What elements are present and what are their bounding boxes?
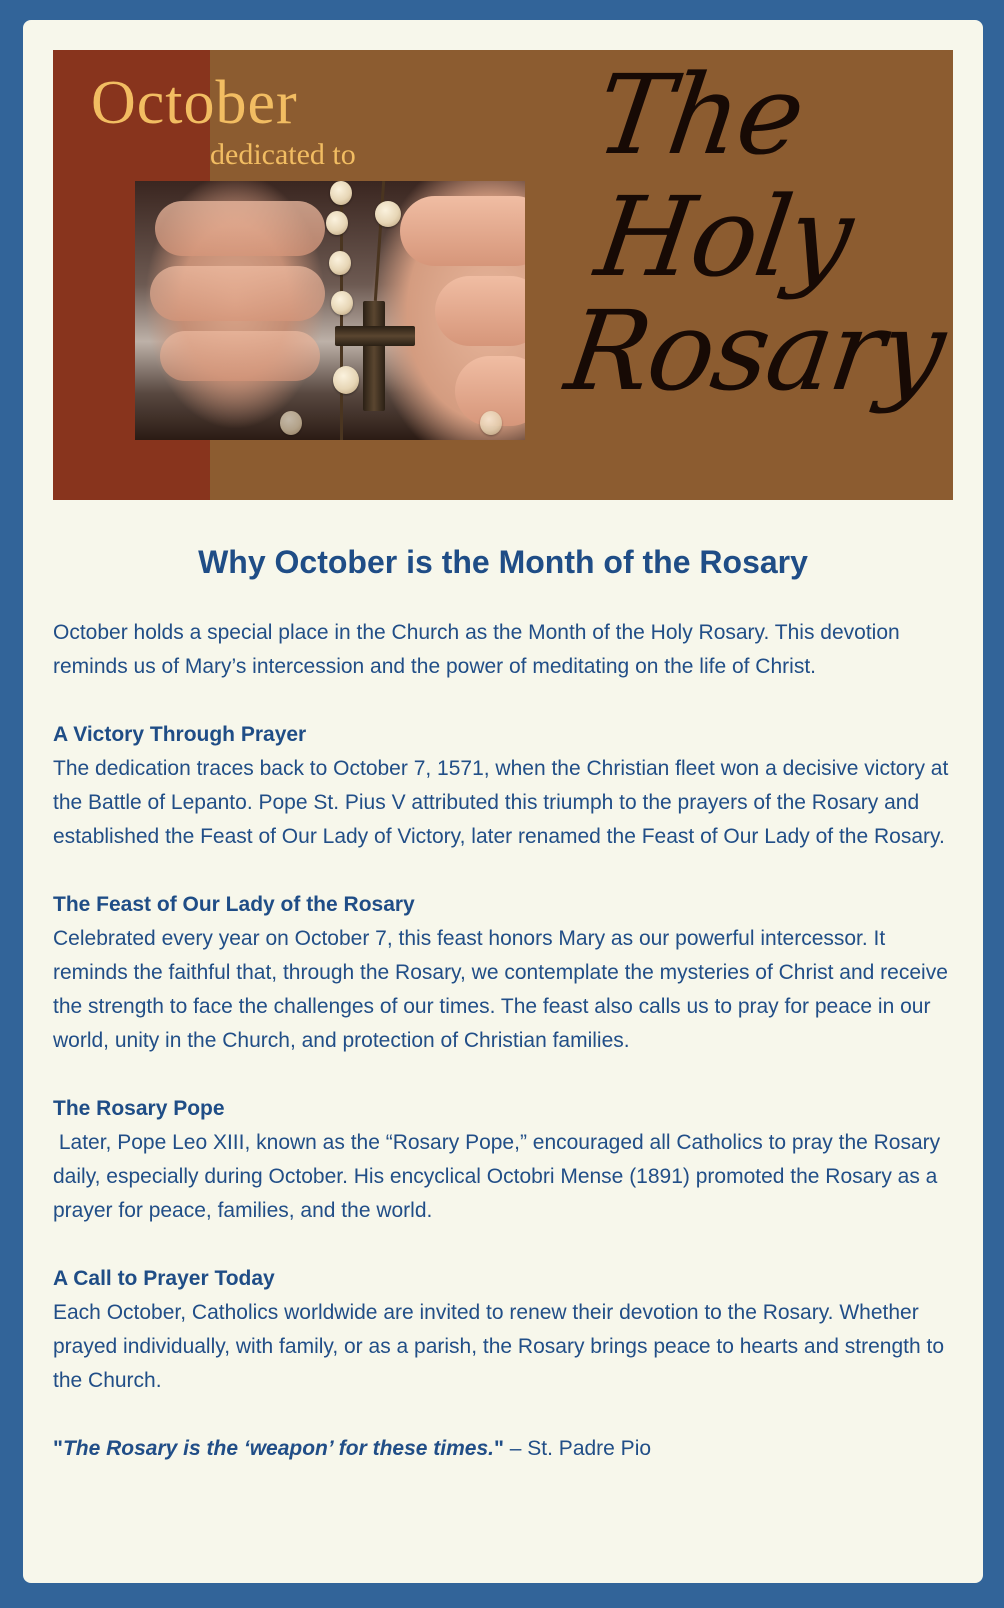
rosary-bead — [375, 201, 401, 227]
rosary-bead — [330, 181, 352, 205]
quote-attribution: – St. Padre Pio — [503, 1437, 652, 1460]
rosary-bead — [331, 291, 353, 315]
section-call-to-prayer — [53, 1262, 953, 1398]
section-body: Each October, Catholics worldwide are invited to renew their devotion to the Rosary. Whether prayed individually, with family, or as a parish, the Rosary brings peace to hearts and strength to the Church. — [53, 1301, 945, 1392]
rosary-bead — [333, 366, 359, 394]
rosary-bead — [480, 411, 502, 435]
rosary-bead — [280, 411, 302, 435]
right-hand-finger — [435, 276, 525, 346]
banner-subtitle: dedicated to — [210, 138, 356, 171]
left-hand-finger — [150, 266, 325, 321]
rosary-bead — [329, 251, 351, 275]
section-heading: The Feast of Our Lady of the Rosary — [53, 893, 415, 916]
rosary-chain — [374, 181, 385, 301]
rosary-photo — [135, 181, 525, 440]
crucifix-icon — [363, 301, 385, 411]
script-word: Rosary — [559, 287, 951, 415]
section-heading: A Victory Through Prayer — [53, 723, 307, 746]
page-title: Why October is the Month of the Rosary — [198, 544, 808, 580]
section-rosary-pope — [53, 1092, 953, 1228]
script-word: The — [589, 51, 811, 179]
hero-banner — [53, 50, 953, 500]
article-content — [53, 500, 953, 1466]
quote-text: The Rosary is the ‘weapon’ for these times. — [62, 1437, 494, 1460]
article-card — [23, 20, 983, 1583]
left-hand-finger — [160, 331, 320, 381]
section-heading: The Rosary Pope — [53, 1097, 225, 1120]
rosary-bead — [326, 211, 348, 235]
quote-open-mark: " — [53, 1437, 63, 1460]
quote-close-mark: " — [493, 1437, 504, 1460]
section-body: The dedication traces back to October 7, 1571, when the Christian fleet won a decisive victory at the Battle of Lepanto. Pope St. Pius V attributed this triumph to the prayers of the Rosary and established the Feast of Our Lady of Victory, later renamed the Feast of Our Lady of the Rosary. — [53, 757, 949, 848]
banner-month: October — [91, 69, 298, 137]
banner-script-title — [559, 51, 951, 415]
intro-paragraph: October holds a special place in the Church as the Month of the Holy Rosary. This devotion reminds us of Mary’s intercession and the power of meditating on the life of Christ. — [53, 621, 900, 678]
section-feast — [53, 888, 953, 1058]
section-body: Celebrated every year on October 7, this feast honors Mary as our powerful intercessor. It reminds the faithful that, through the Rosary, we contemplate the mysteries of Christ and receive the strength to face the challenges of our times. The feast also calls us to pray for peace in our world, unity in the Church, and protection of Christian families. — [53, 927, 948, 1052]
script-word: Holy — [589, 173, 859, 301]
left-hand — [155, 201, 325, 256]
right-hand-finger — [400, 196, 525, 266]
closing-quote — [53, 1432, 953, 1466]
section-body: Later, Pope Leo XIII, known as the “Rosary Pope,” encouraged all Catholics to pray the Rosary daily, especially during October. His encyclical Octobri Mense (1891) promoted the Rosary as a prayer for peace, families, and the world. — [53, 1131, 941, 1222]
section-heading: A Call to Prayer Today — [53, 1267, 275, 1290]
crucifix-arm — [335, 326, 415, 346]
section-victory — [53, 718, 953, 854]
